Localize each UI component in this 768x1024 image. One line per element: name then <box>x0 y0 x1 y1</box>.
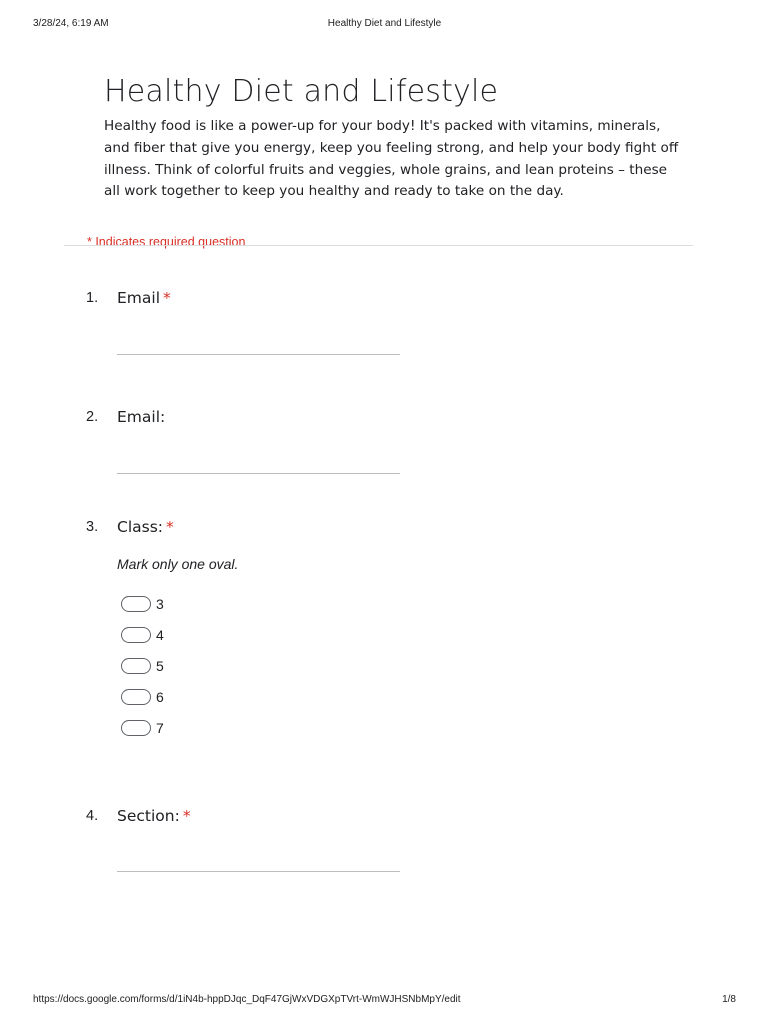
question-hint: Mark only one oval. <box>117 556 239 572</box>
question-label-text: Section: <box>117 807 180 825</box>
page-number: 1/8 <box>722 994 736 1005</box>
question-label-text: Class: <box>117 518 164 536</box>
question-label <box>117 807 191 825</box>
option-label: 5 <box>156 658 164 674</box>
print-url[interactable]: https://docs.google.com/forms/d/1iN4b-hppDJqc_DqF47GjWxVDGXpTVrt-WmWJHSNbMpY/edit <box>33 994 461 1005</box>
option-label: 3 <box>156 596 164 612</box>
form-description: Healthy food is like a power-up for your body! It's packed with vitamins, minerals, and fiber that give you energy, keep you feeling strong, and help your body fight off illness. Think of colorful fruits and veggies, whole grains, and lean proteins – these all work together to keep you healthy and ready to take on the day. <box>104 118 679 200</box>
print-header <box>33 18 736 32</box>
required-asterisk: * <box>163 289 171 307</box>
required-note: * Indicates required question <box>87 235 246 249</box>
question-number: 4. <box>86 808 99 824</box>
form-title: Healthy Diet and Lifestyle <box>104 74 499 109</box>
email-2-answer-field[interactable] <box>117 473 400 474</box>
print-footer <box>33 994 736 1008</box>
question-label <box>117 518 174 536</box>
option-label: 4 <box>156 627 164 643</box>
radio-oval[interactable] <box>121 596 151 612</box>
question-label: Email: <box>117 408 166 426</box>
radio-oval[interactable] <box>121 627 151 643</box>
header-divider <box>64 245 693 246</box>
print-datetime: 3/28/24, 6:19 AM <box>33 18 109 29</box>
radio-oval[interactable] <box>121 689 151 705</box>
option-label: 7 <box>156 720 164 736</box>
question-number: 3. <box>86 519 99 535</box>
required-asterisk: * <box>182 807 191 825</box>
question-number: 2. <box>86 409 99 425</box>
email-answer-field[interactable] <box>117 354 400 355</box>
radio-oval[interactable] <box>121 658 151 674</box>
option-label: 6 <box>156 689 164 705</box>
print-title: Healthy Diet and Lifestyle <box>327 18 442 29</box>
question-label <box>117 289 171 307</box>
question-label-text: Email <box>117 289 161 307</box>
radio-oval[interactable] <box>121 720 151 736</box>
question-number: 1. <box>86 290 99 306</box>
section-answer-field[interactable] <box>117 871 400 872</box>
required-asterisk: * <box>166 518 174 536</box>
